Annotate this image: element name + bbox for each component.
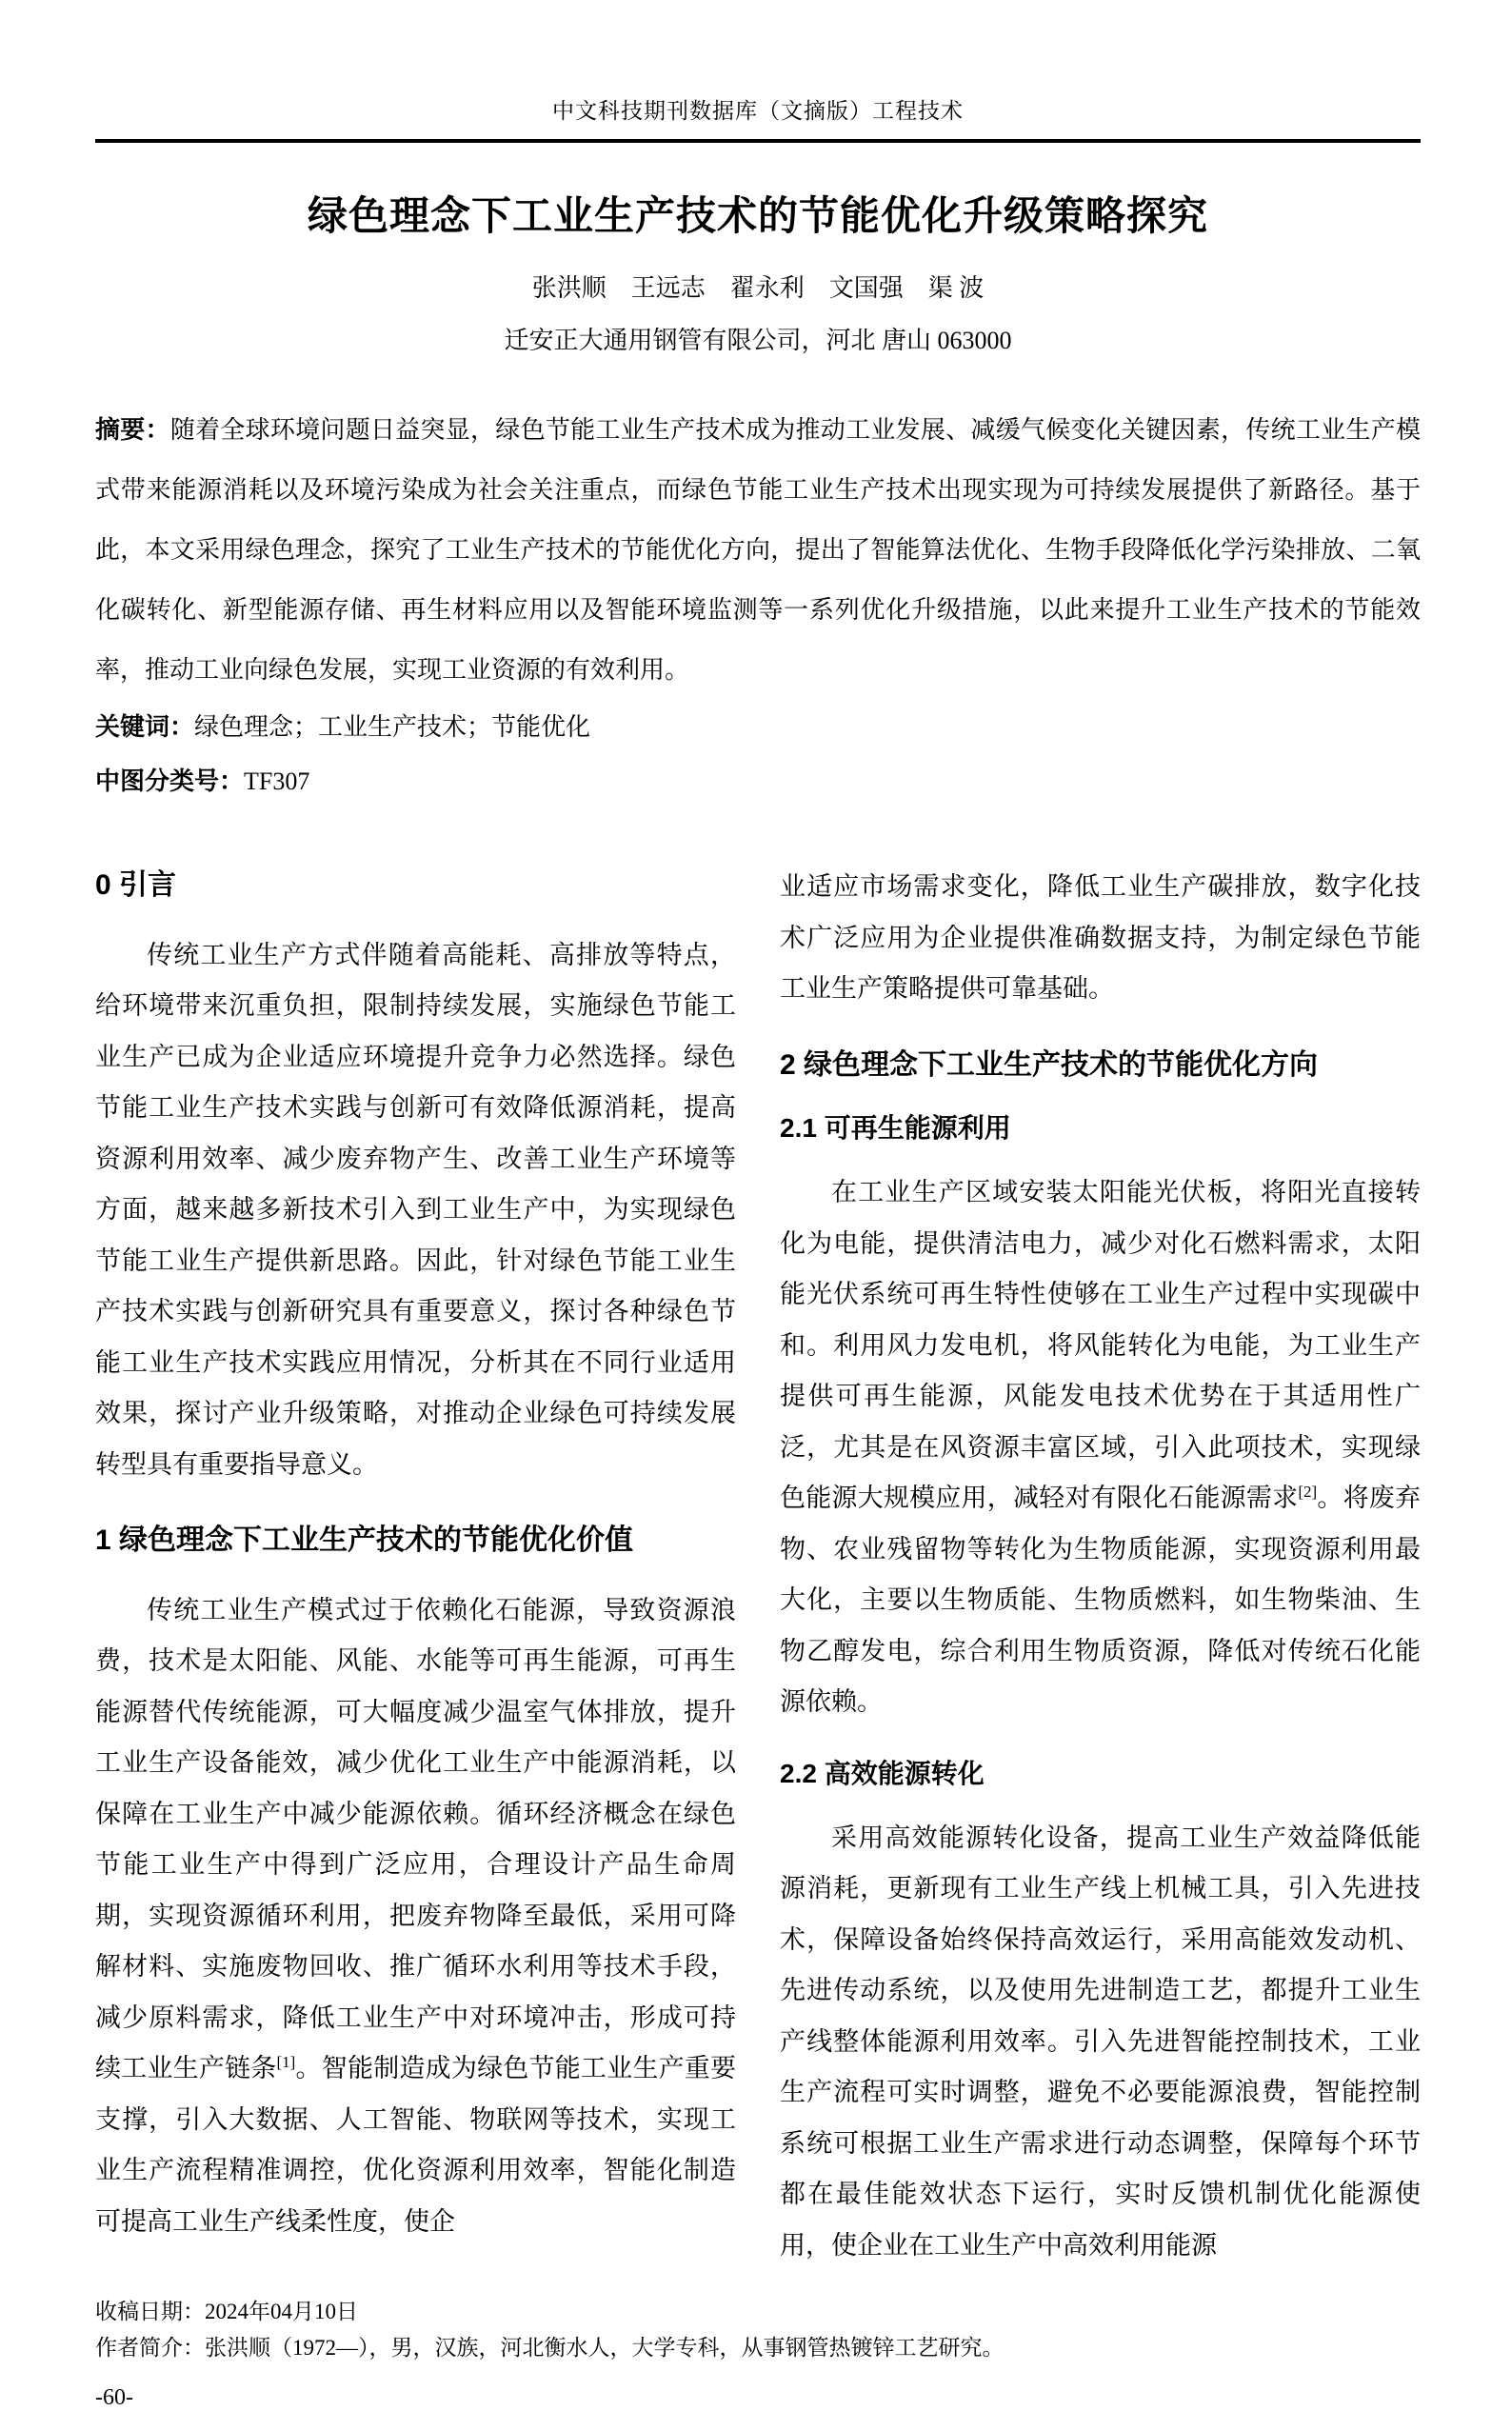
page-title: 绿色理念下工业生产技术的节能优化升级策略探究 — [307, 193, 1208, 238]
page-number: -60- — [95, 2385, 133, 2410]
paragraph: 传统工业生产方式伴随着高能耗、高排放等特点，给环境带来沉重负担，限制持续发展，实施绿色节能工业生产已成为企业适应环境提升竞争力必然选择。绿色节能工业生产技术实践与创新可有效降低源消耗，提高资源利用效率、减少废弃物产生、改善工业生产环境等方面，越来越多新技术引入到工业生产中，为实现绿色节能工业生产提供新思路。因此，针对绿色节能工业生产技术实践与创新研究具有重要意义，探讨各种绿色节能工业生产技术实践应用情况，分析其在不同行业适用效果，探讨产业升级策略，对推动企业绿色可持续发展转型具有重要指导意义。 — [95, 940, 736, 1479]
paragraph: 在工业生产区域安装太阳能光伏板，将阳光直接转化为电能，提供清洁电力，减少对化石燃料需求，太阳能光伏系统可再生特性使够在工业生产过程中实现碳中和。利用风力发电机，将风能转化为电能，为工业生产提供可再生能源，风能发电技术优势在于其适用性广泛，尤其是在风资源丰富区域，引入此项技术，实现绿色能源大规模应用，减轻对有限化石能源需求[2]。将废弃物、农业残留物等转化为生物质能源，实现资源利用最大化，主要以生物质能、生物质燃料，如生物柴油、生物乙醇发电，综合利用生物质资源，降低对传统石化能源依赖。 — [780, 1178, 1422, 1716]
clc-text: TF307 — [244, 767, 310, 795]
received-date-label: 收稿日期： — [95, 2300, 205, 2323]
paragraph: 传统工业生产模式过于依赖化石能源，导致资源浪费，技术是太阳能、风能、水能等可再生能源，可再生能源替代传统能源，可大幅度减少温室气体排放，提升工业生产设备能效，减少优化工业生产中能源消耗，以保障在工业生产中减少能源依赖。循环经济概念在绿色节能工业生产中得到广泛应用，合理设计产品生命周期，实现资源循环利用，把废弃物降至最低，采用可降解材料、实施废物回收、推广循环水利用等技术手段，减少原料需求，降低工业生产中对环境冲击，形成可持续工业生产链条[1]。智能制造成为绿色节能工业生产重要支撑，引入大数据、人工智能、物联网等技术，实现工业生产流程精准调控，优化资源利用效率，智能化制造可提高工业生产线柔性度，使企 — [95, 1595, 737, 2236]
citation-ref: [2] — [1298, 1483, 1318, 1501]
abstract — [95, 400, 1421, 700]
left-column — [95, 862, 736, 2271]
subsection-heading: 2.2 高效能源转化 — [780, 1758, 985, 1788]
section-heading: 0 引言 — [95, 869, 177, 901]
clc-number — [95, 754, 1421, 808]
right-column — [780, 862, 1421, 2271]
two-column-body — [95, 862, 1421, 2271]
subsection-heading: 2.1 可再生能源利用 — [780, 1113, 1011, 1143]
section-heading: 1 绿色理念下工业生产技术的节能优化价值 — [95, 1524, 634, 1556]
citation-ref: [1] — [276, 2053, 296, 2071]
abstract-label: 摘要： — [95, 415, 170, 444]
authors-line: 张洪顺 王远志 翟永利 文国强 渠 波 — [531, 274, 985, 302]
received-date-value: 2024年04月10日 — [205, 2300, 358, 2323]
section-heading: 2 绿色理念下工业生产技术的节能优化方向 — [780, 1048, 1319, 1081]
header-rule — [95, 139, 1421, 143]
keywords-text: 绿色理念；工业生产技术；节能优化 — [194, 713, 591, 741]
paragraph: 采用高效能源转化设备，提高工业生产效益降低能源消耗，更新现有工业生产线上机械工具，引入先进技术，保障设备始终保持高效运行，采用高能效发动机、先进传动系统，以及使用先进制造工艺，都提升工业生产线整体能源利用效率。引入先进智能控制技术，工业生产流程可实时调整，避免不必要能源浪费，智能控制系统可根据工业生产需求进行动态调整，保障每个环节都在最佳能效状态下运行，实时反馈机制优化能源使用，使企业在工业生产中高效利用能源 — [780, 1823, 1421, 2260]
footnote-area — [95, 2294, 1421, 2366]
keywords-label: 关键词： — [95, 712, 195, 741]
clc-label: 中图分类号： — [95, 767, 245, 795]
author-bio-label: 作者简介： — [95, 2336, 205, 2360]
journal-header: 中文科技期刊数据库（文摘版）工程技术 — [552, 99, 964, 123]
affiliation-line: 迁安正大通用钢管有限公司，河北 唐山 063000 — [504, 327, 1012, 354]
received-date-line — [95, 2294, 1421, 2330]
author-bio-value: 张洪顺（1972—），男，汉族，河北衡水人，大学专科，从事钢管热镀锌工艺研究。 — [205, 2336, 1005, 2360]
keywords — [95, 700, 1421, 754]
author-bio-line — [95, 2330, 1421, 2366]
paragraph: 业适应市场需求变化，降低工业生产碳排放，数字化技术广泛应用为企业提供准确数据支持，为制定绿色节能工业生产策略提供可靠基础。 — [780, 872, 1421, 1003]
abstract-text: 随着全球环境问题日益突显，绿色节能工业生产技术成为推动工业发展、减缓气候变化关键因素，传统工业生产模式带来能源消耗以及环境污染成为社会关注重点，而绿色节能工业生产技术出现实现为可持续发展提供了新路径。基于此，本文采用绿色理念，探究了工业生产技术的节能优化方向，提出了智能算法优化、生物手段降低化学污染排放、二氧化碳转化、新型能源存储、再生材料应用以及智能环境监测等一系列优化升级措施，以此来提升工业生产技术的节能效率，推动工业向绿色发展，实现工业资源的有效利用。 — [95, 416, 1421, 684]
